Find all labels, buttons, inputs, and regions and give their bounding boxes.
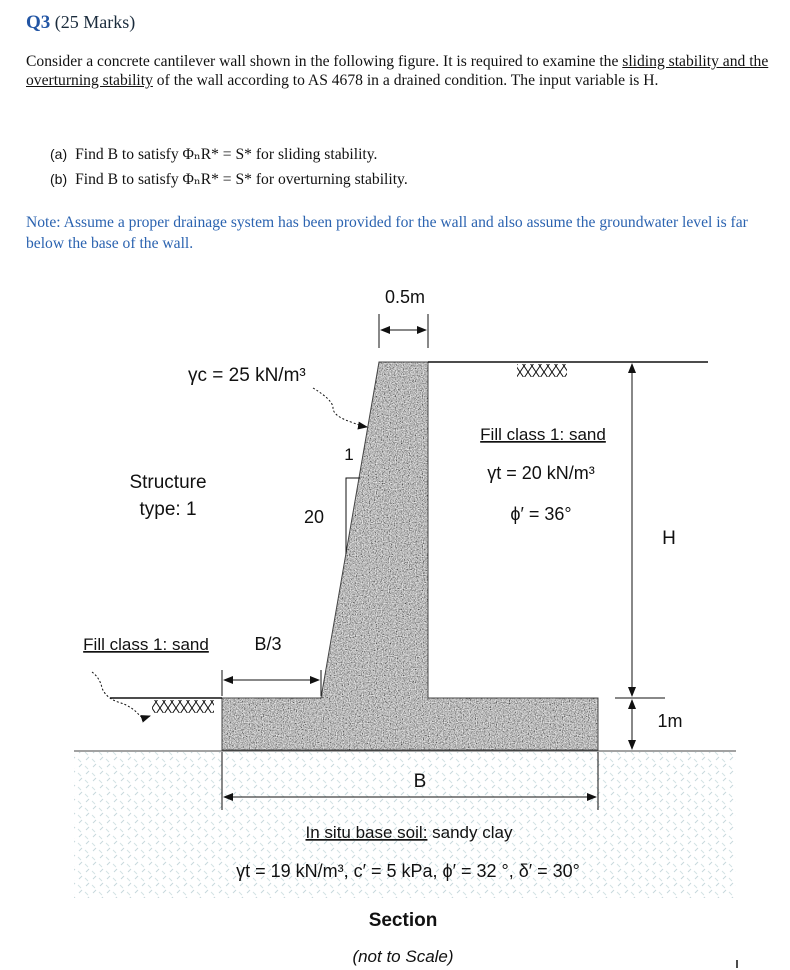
part-b-text: Find B to satisfy ΦₙR* = S* for overturning stability. [75,171,408,188]
batter-run-label: 20 [303,507,325,527]
backfill-unit-weight-label: γt = 20 kN/m³ [487,463,595,483]
concrete-leader-line [313,388,367,427]
structure-type-line1: Structure [129,472,207,493]
intro-text-before: Consider a concrete cantilever wall shown in the following figure. It is required to examine the [26,53,623,70]
backfill-class-label: Fill class 1: sand [480,425,606,444]
part-b-label: (b) [50,171,68,187]
backfill-hatch-symbol [517,364,567,377]
stem-width-label: 0.5m [384,287,426,307]
part-a-text: Find B to satisfy ΦₙR* = S* for sliding stability. [75,146,378,163]
intro-text-underlined: sliding stability and the overturning stability [26,53,769,89]
concrete-unit-weight-label: γc = 25 kN/m³ [188,365,306,386]
base-soil-properties: γt = 19 kN/m³, c′ = 5 kPa, ϕ′ = 32 °, δ′ = 30° [236,861,580,881]
backfill-friction-angle-label: ϕ′ = 36° [510,504,572,524]
question-marks: (25 Marks) [54,12,136,32]
base-soil-title-rest: sandy clay [427,823,513,842]
structure-type-line2: type: 1 [139,499,197,520]
batter-rise-label: 1 [344,445,354,464]
base-thickness-label: 1m [657,711,683,731]
height-label: H [662,528,676,549]
drainage-note: Note: Assume a proper drainage system has been provided for the wall and also assume the groundwater level is far below the base of the wall. [26,214,748,252]
front-fill-leader-line [92,672,150,717]
concrete-wall [222,362,598,750]
part-a-label: (a) [50,146,68,162]
base-width-label: B [413,771,427,792]
section-title: Section [368,910,438,931]
intro-text-after: of the wall according to AS 4678 in a drained condition. The input variable is H. [152,72,659,89]
toe-length-label: B/3 [254,634,282,654]
front-fill-class-label: Fill class 1: sand [83,635,209,654]
base-soil-title-underlined: In situ base soil: [305,823,428,842]
front-fill-hatch-symbol [152,700,214,713]
base-soil-title [306,823,513,842]
section-note: (not to Scale) [352,947,454,966]
question-number: Q3 [26,12,51,33]
